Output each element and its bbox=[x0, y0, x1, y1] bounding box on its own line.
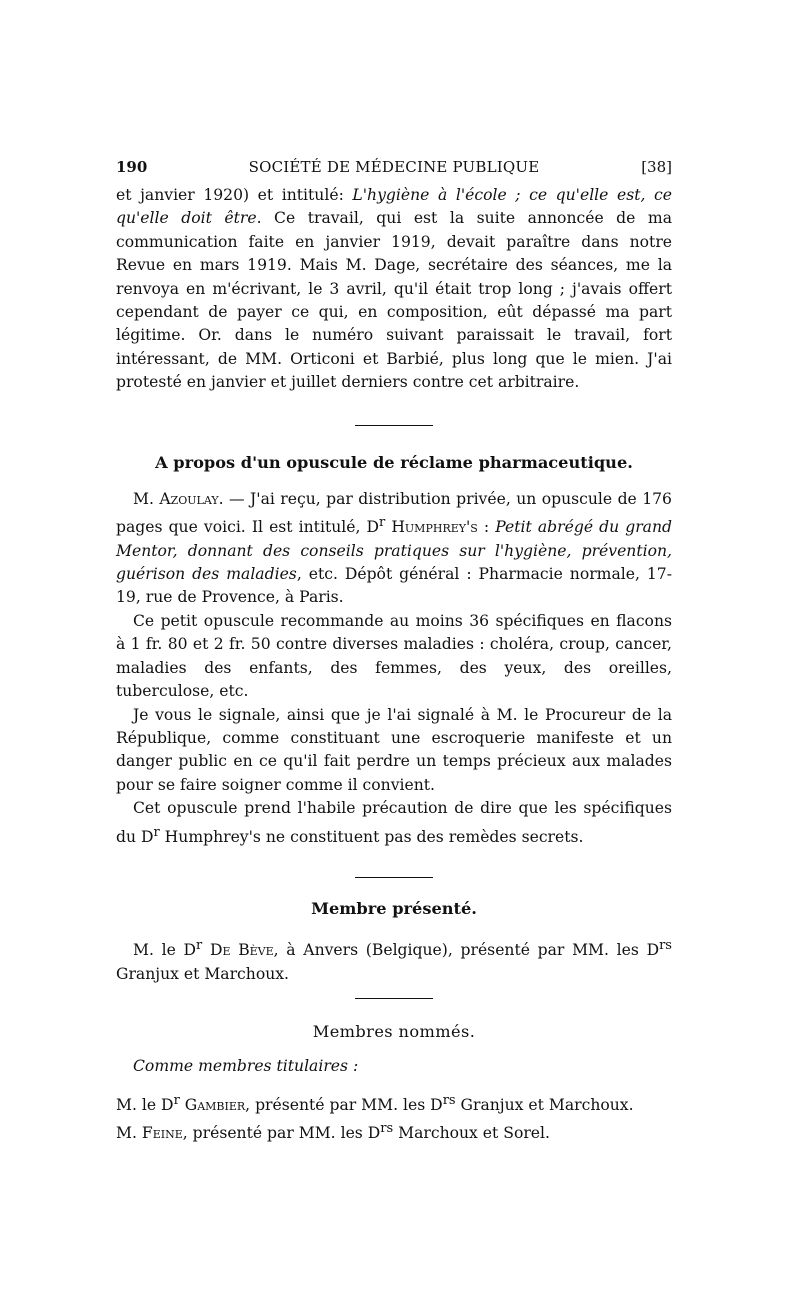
page-number: 190 bbox=[116, 158, 148, 176]
p1-sup: r bbox=[379, 515, 386, 531]
section-title-opuscule: A propos d'un opuscule de réclame pharmaceutique. bbox=[155, 452, 633, 472]
running-title: SOCIÉTÉ DE MÉDECINE PUBLIQUE bbox=[248, 158, 540, 176]
page bbox=[116, 158, 672, 1146]
m1-text-c: Granjux et Marchoux. bbox=[455, 1095, 634, 1114]
membres-subtitle: Comme membres titulaires : bbox=[133, 1057, 359, 1076]
mp-text-b: , à Anvers (Belgique), présenté par MM. les D bbox=[273, 941, 660, 960]
p4-sup: r bbox=[153, 824, 160, 840]
intro-text-1: et janvier 1920) et intitulé: bbox=[116, 186, 353, 204]
membre-nomme-1 bbox=[116, 1089, 672, 1118]
divider-3 bbox=[355, 998, 433, 999]
author-name: Azoulay bbox=[159, 489, 219, 508]
m2-sup: rs bbox=[380, 1121, 394, 1137]
m2-text-c: Marchoux et Sorel. bbox=[393, 1124, 550, 1143]
p1-name2: Humphrey's bbox=[385, 518, 478, 537]
p1-prefix: M. bbox=[133, 489, 160, 508]
mp-text-a: M. le D bbox=[133, 941, 197, 960]
m2-name: Feine bbox=[141, 1124, 183, 1143]
m1-text-a: M. le D bbox=[116, 1095, 174, 1114]
opuscule-paragraph-1 bbox=[116, 488, 672, 610]
mp-text-c: Granjux et Marchoux. bbox=[116, 964, 290, 983]
divider-1 bbox=[355, 425, 433, 426]
intro-title-italic: L'hygiène à l'école ; ce qu'elle est, ce qu'elle doit être bbox=[116, 186, 672, 228]
mp-sup-2: rs bbox=[659, 938, 672, 954]
section-title-membres-nommes: Membres nommés. bbox=[312, 1022, 476, 1042]
membre-presente-paragraph bbox=[116, 934, 672, 986]
p1-italic-title: Petit abrégé du grand Mentor, donnant des conseils pratiques sur l'hygiène, prévention, guérison des maladies bbox=[116, 518, 673, 584]
divider-2 bbox=[355, 877, 433, 878]
p4-text-a: Cet opuscule prend l'habile précaution de dire que les spécifiques du D bbox=[116, 799, 672, 846]
opuscule-paragraph-4 bbox=[116, 797, 672, 849]
m2-text-a: M. bbox=[116, 1124, 142, 1143]
m1-name: Gambier bbox=[179, 1095, 246, 1114]
intro-text-2: . Ce travail, qui est la suite annoncée de ma communication faite en janvier 1919, devait paraître dans notre Revue en mars 1919. Mais M. Dage, secrétaire des séances, me la renvoya en m'écrivant, le 3 avril, qu'il était trop long ; j'avais offert cependant de payer ce qui, en composition, eût dépassé ma part légitime. Or. dans le numéro suivant paraissait le travail, fort intéressant, de MM. Orticoni et Barbié, plus long que le mien. J'ai protesté en janvier et juillet derniers contre cet arbitraire. bbox=[116, 209, 672, 392]
mp-name: De Bève bbox=[202, 941, 274, 960]
opuscule-paragraph-2: Ce petit opuscule recommande au moins 36 spécifiques en flacons à 1 fr. 80 et 2 fr. 50 contre diverses maladies : choléra, croup, cancer, maladies des enfants, des femmes, des yeux, des oreilles, tuberculose, etc. bbox=[116, 611, 672, 701]
m1-sup-2: rs bbox=[442, 1092, 456, 1108]
p4-text-b: Humphrey's ne constituent pas des remèdes secrets. bbox=[159, 827, 584, 846]
opuscule-paragraph-3: Je vous le signale, ainsi que je l'ai signalé à M. le Procureur de la République, comme constituant une escroquerie manifeste et un danger public en ce qu'il fait perdre un temps précieux aux malades pour se faire soigner comme il convient. bbox=[116, 705, 672, 794]
m1-sup: r bbox=[173, 1092, 180, 1108]
p1-text: . — J'ai reçu, par distribution privée, un opuscule de 176 pages que voici. Il est intitulé, D bbox=[116, 489, 672, 537]
mp-sup-1: r bbox=[196, 938, 203, 954]
intro-paragraph bbox=[116, 184, 672, 395]
m1-text-b: , présenté par MM. les D bbox=[245, 1095, 443, 1114]
page-header bbox=[116, 158, 672, 182]
bracket-number: [38] bbox=[641, 158, 672, 176]
m2-text-b: , présenté par MM. les D bbox=[182, 1124, 381, 1143]
p1-end: , etc. Dépôt général : Pharmacie normale, 17-19, rue de Provence, à Paris. bbox=[116, 565, 672, 607]
section-title-membre-presente: Membre présenté. bbox=[311, 899, 477, 919]
p1-colon: : bbox=[477, 518, 496, 537]
membre-nomme-2 bbox=[116, 1117, 672, 1146]
